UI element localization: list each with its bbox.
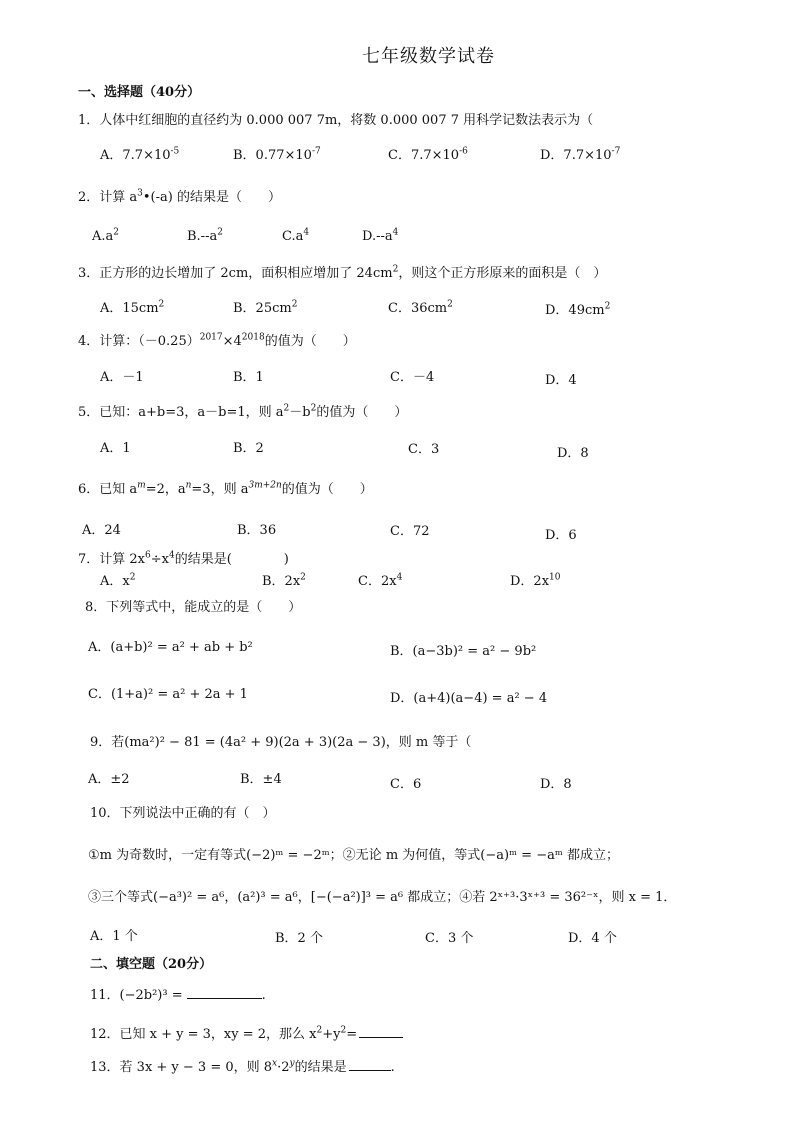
- q3-option-c: C．$36cm^2$: [388, 299, 453, 316]
- q13-stem: 13．若 3x + y − 3 = 0，则 $8^x\cdot 2^y$的结果是 .: [90, 1058, 395, 1075]
- q6-option-d: D．6: [545, 528, 577, 543]
- q7-stem: 7．计算 $2x^6\div x^4$的结果是( ): [78, 550, 289, 567]
- q10-statement-3-4: ③三个等式(−a³)² = a⁶，(a²)³ = a⁶，[−(−a²)]³ = a⁶ 都成立；④若 2ˣ⁺³·3ˣ⁺³ = 36²⁻ˣ，则 x = 1．: [88, 890, 677, 905]
- q7-option-d: D．$2x^{10}$: [510, 572, 561, 589]
- q10-option-a: A．1 个: [90, 929, 138, 944]
- q8-option-d: D．(a+4)(a−4) = a² − 4: [390, 691, 548, 706]
- q6-option-c: C．72: [390, 524, 430, 539]
- q9-option-b: B．±4: [240, 772, 282, 787]
- q5-option-a: A．1: [100, 441, 131, 456]
- q1-option-c: C．$7.7\times 10^{-6}$: [388, 146, 468, 163]
- q10-statement-1-2: ①m 为奇数时，一定有等式(−2)ᵐ = −2ᵐ；②无论 m 为何值，等式(−a)ᵐ = −aᵐ 都成立；: [88, 848, 619, 863]
- q2-option-d: $D.--a^4$: [362, 227, 399, 244]
- q9-stem: 9．若(ma²)² − 81 = (4a² + 9)(2a + 3)(2a − 3)，则 m 等于（: [90, 735, 472, 750]
- q5-option-d: D．8: [557, 446, 589, 461]
- q12-stem: 12．已知 x + y = 3，xy = 2，那么 $x^2+y^2=$: [90, 1025, 403, 1044]
- q5-option-c: C．3: [408, 442, 440, 457]
- q1-option-a: A．$7.7\times 10^{-5}$: [100, 146, 180, 163]
- q11-stem: 11．(−2b²)³ = .: [90, 988, 266, 1003]
- q1-option-b: B．$0.77\times 10^{-7}$: [233, 146, 321, 163]
- q2-stem: 2．计算 $a^3•(-a)$ 的结果是（ ）: [78, 188, 281, 205]
- q8-option-a: A．(a+b)² = a² + ab + b²: [88, 640, 253, 655]
- q10-option-d: D．4 个: [568, 931, 617, 946]
- q4-option-b: B．1: [233, 370, 264, 385]
- q6-option-a: A．24: [82, 523, 121, 538]
- q9-option-d: D．8: [540, 777, 572, 792]
- q9-option-a: A．±2: [88, 772, 130, 787]
- q7-option-a: A．$x^2$: [100, 572, 136, 589]
- q10-stem: 10．下列说法中正确的有（ ）: [90, 806, 276, 821]
- section-choice-heading: 一、选择题（40分）: [78, 85, 201, 100]
- q8-option-c: C．(1+a)² = a² + 2a + 1: [88, 687, 248, 702]
- q10-option-c: C．3 个: [425, 931, 474, 946]
- exam-title: 七年级数学试卷: [362, 46, 495, 67]
- q6-option-b: B．36: [237, 523, 277, 538]
- q4-option-c: C．－4: [390, 370, 435, 385]
- q8-option-b: B．(a−3b)² = a² − 9b²: [390, 644, 537, 659]
- q3-option-b: B．$25cm^2$: [233, 299, 298, 316]
- q13-answer-blank[interactable]: [349, 1058, 391, 1071]
- q8-stem: 8．下列等式中，能成立的是（ ）: [85, 600, 302, 615]
- q7-option-b: B．$2x^2$: [262, 572, 306, 589]
- q3-option-a: A．$15cm^2$: [100, 299, 165, 316]
- q5-option-b: B．2: [233, 441, 264, 456]
- q1-stem: 1．人体中红细胞的直径约为 0.000 007 7m，将数 0.000 007 7 用科学记数法表示为（: [78, 113, 594, 128]
- q11-answer-blank[interactable]: [187, 986, 262, 999]
- q4-stem: 4．计算：$(-0.25)^{2017}\times 4^{2018}$的值为（ ）: [78, 332, 356, 349]
- q6-stem: 6．已知 $a^m=2$，$a^n=3$，则 $a^{3m+2n}$的值为（ ）: [78, 480, 373, 497]
- q3-stem: 3．正方形的边长增加了 2cm，面积相应增加了 $24cm^2$，则这个正方形原来的面积是（ ）: [78, 264, 607, 281]
- q2-option-c: $C.a^4$: [282, 227, 310, 244]
- section-fill-heading: 二、填空题（20分）: [90, 957, 213, 972]
- q4-option-d: D．4: [545, 373, 577, 388]
- q2-option-b: $B.--a^2$: [187, 227, 223, 244]
- q9-option-c: C．6: [390, 777, 422, 792]
- q3-option-d: D．$49cm^2$: [545, 301, 611, 318]
- q12-answer-blank[interactable]: [359, 1025, 403, 1038]
- q5-stem: 5．已知：a+b=3，a－b=1，则 $a^2-b^2$的值为（ ）: [78, 403, 408, 420]
- q7-option-c: C．$2x^4$: [358, 572, 403, 589]
- q1-option-d: D．$7.7\times 10^{-7}$: [540, 146, 621, 163]
- q10-option-b: B．2 个: [275, 931, 323, 946]
- q2-option-a: $A.a^2$: [92, 227, 120, 244]
- q4-option-a: A．－1: [100, 370, 144, 385]
